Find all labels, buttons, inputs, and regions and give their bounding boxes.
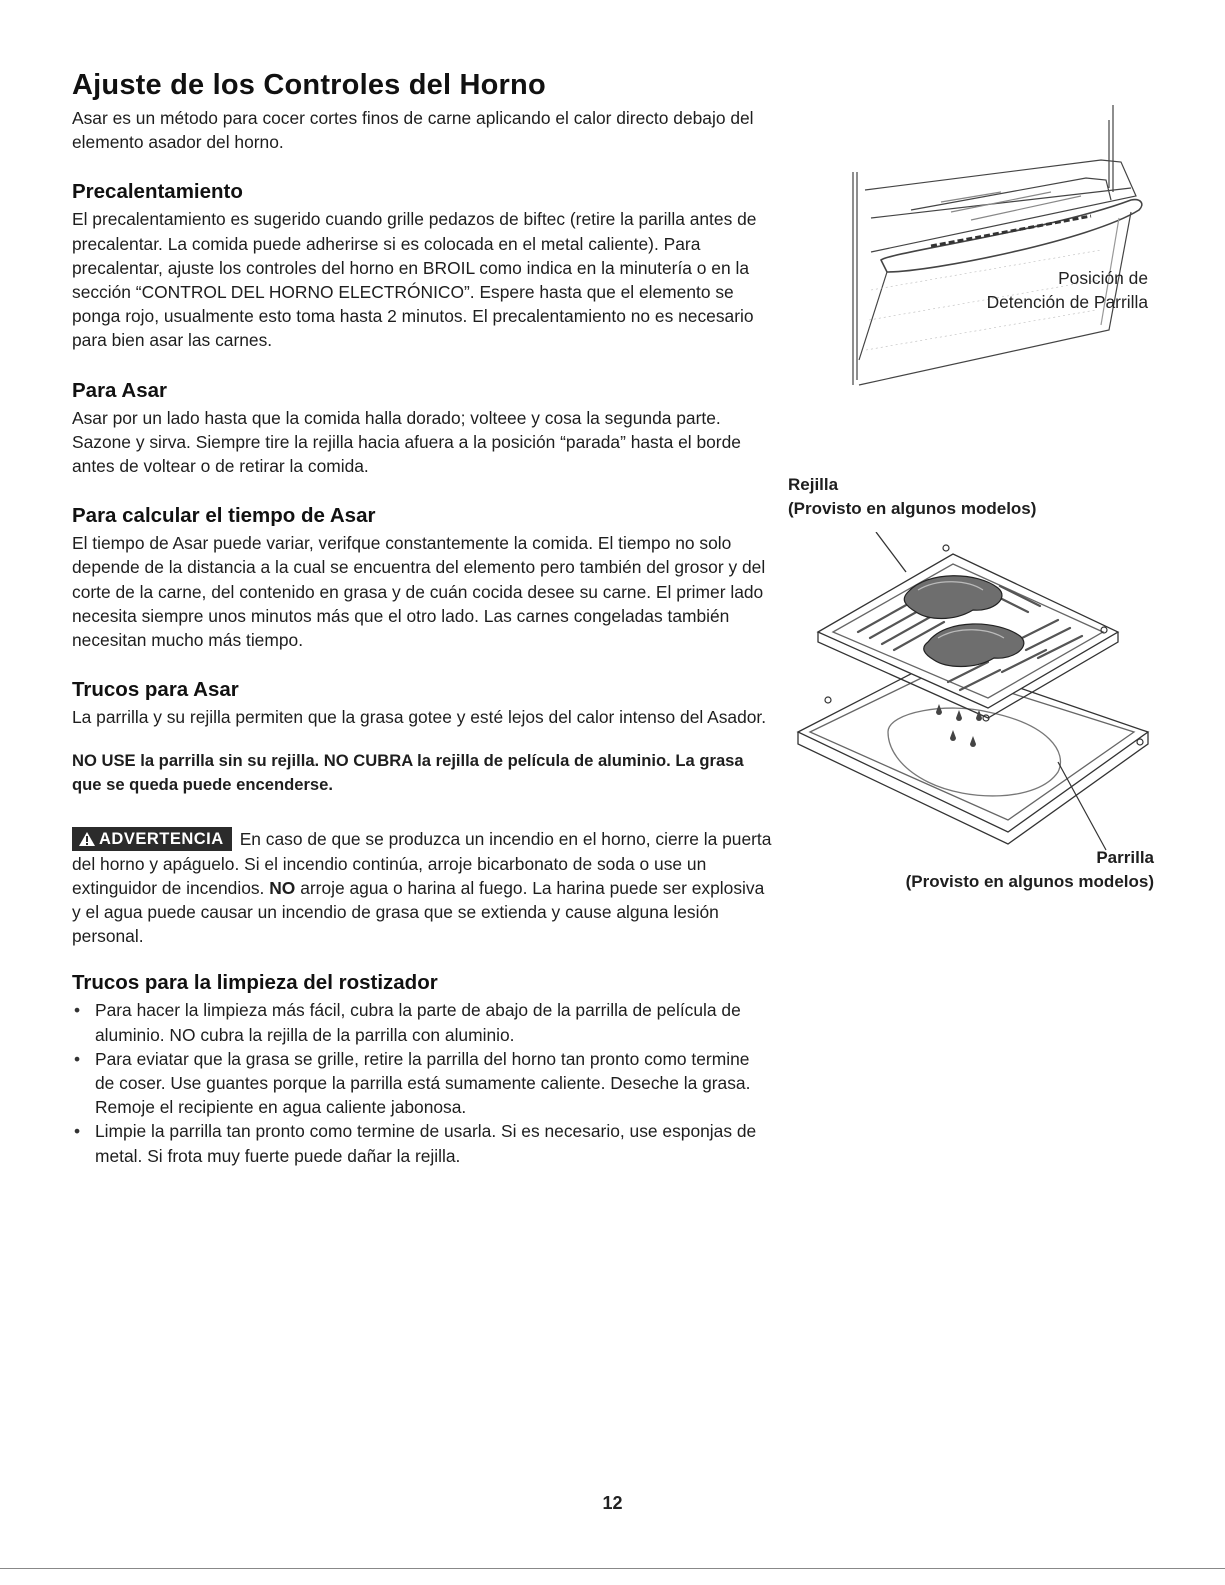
- parrilla-title: Parrilla: [1096, 848, 1154, 867]
- section-heading: Precalentamiento: [72, 180, 243, 204]
- rack-stop-label: [987, 266, 1148, 314]
- page-title: Ajuste de los Controles del Horno: [72, 69, 546, 101]
- warning-badge-label: ADVERTENCIA: [99, 830, 224, 849]
- section-calcular: [72, 503, 772, 652]
- section-heading: Trucos para Asar: [72, 678, 239, 702]
- main-column: [72, 66, 772, 1168]
- intro-paragraph: Asar es un método para cocer cortes finos de carne aplicando el calor directo debajo del elemento asador del horno.: [72, 108, 754, 153]
- parrilla-caption: [906, 846, 1154, 894]
- warning-text-part1: En caso de que se produzca un incendio en el horno, cierre la puerta del horno y apáguelo. Si el incendio continúa, arroje bicarbonato de soda o use un extinguidor de incendios.: [72, 829, 772, 898]
- warning-text-bold: NO: [269, 877, 296, 898]
- warning-text-part2: arroje agua o harina al fuego. La harina puede ser explosiva y el agua puede causar un incendio de grasa que se extienda y cause alguna lesión personal.: [72, 877, 765, 947]
- section-trucos: [72, 677, 772, 797]
- rack-stop-label-line1: Posición de: [1058, 268, 1148, 288]
- oven-rack-stop-illustration: [851, 100, 1151, 390]
- rejilla-subtitle: (Provisto en algunos modelos): [788, 499, 1037, 518]
- section-heading: Trucos para la limpieza del rostizador: [72, 971, 438, 995]
- rejilla-caption: [788, 473, 1036, 521]
- section-body: El tiempo de Asar puede variar, verifque constantemente la comida. El tiempo no solo depende de la distancia a la cual se encuentra del elemento pero también del grosor y del corte de la carne, del contenido en grasa y de cuán cocida desee su carne. El primer lado necesita siempre unos minutos más que el otro lado. Las carnes congeladas también necesitan mucho más tiempo.: [72, 533, 766, 651]
- cleaning-tips-list: [72, 998, 772, 1167]
- section-para-asar: [72, 378, 772, 479]
- section-precalentamiento: [72, 179, 772, 352]
- section-body: La parrilla y su rejilla permiten que la grasa gotee y esté lejos del calor intenso del Asador.: [72, 707, 767, 728]
- warning-triangle-icon: [78, 831, 96, 847]
- section-body: Asar por un lado hasta que la comida halla dorado; volteee y cosa la segunda parte. Sazone y sirva. Siempre tire la rejilla hacia afuera a la posición “parada” hasta el borde antes de voltear o de retirar la comida.: [72, 407, 741, 477]
- section-heading: Para Asar: [72, 378, 167, 402]
- list-item: • Para hacer la limpieza más fácil, cubra la parte de abajo de la parrilla de película de aluminio. NO cubra la rejilla de la parrilla con aluminio.: [72, 998, 772, 1046]
- warning-paragraph: [72, 827, 772, 948]
- section-limpieza: [72, 970, 772, 1167]
- list-item: • Para eviatar que la grasa se grille, retire la parrilla del horno tan pronto como termine de coser. Use guantes porque la parrilla está sumamente caliente. Deseche la grasa. Remoje el recipiente en agua caliente jabonosa.: [72, 1047, 772, 1120]
- warning-block: [72, 827, 772, 948]
- warning-badge: [72, 827, 232, 851]
- page-number: 12: [602, 1493, 623, 1513]
- rack-stop-label-line2: Detención de Parrilla: [986, 292, 1148, 312]
- caution-note: NO USE la parrilla sin su rejilla. NO CUBRA la rejilla de película de aluminio. La grasa que se queda puede encenderse.: [72, 751, 744, 795]
- rejilla-title: Rejilla: [788, 475, 839, 494]
- figure-column: [788, 100, 1168, 900]
- section-heading: Para calcular el tiempo de Asar: [72, 504, 376, 528]
- section-body: El precalentamiento es sugerido cuando grille pedazos de biftec (retire la parilla antes de precalentar. La comida puede adherirse si es colocada en el metal caliente). Para precalentar, ajuste los controles del horno en BROIL como indica en la minutería o en la sección “CONTROL DEL HORNO ELECTRÓNICO”. Espere hasta que el elemento se ponga rojo, usualmente esto toma hasta 2 minutos. El precalentamiento no es necesario para bien asar las carnes.: [72, 209, 757, 351]
- list-item: • Limpie la parrilla tan pronto como termine de usarla. Si es necesario, use esponjas de metal. Si frota muy fuerte puede dañar la rejilla.: [72, 1119, 772, 1167]
- broil-pan-illustration: [788, 532, 1158, 862]
- bottom-divider: [0, 1568, 1225, 1569]
- parrilla-subtitle: (Provisto en algunos modelos): [905, 872, 1154, 891]
